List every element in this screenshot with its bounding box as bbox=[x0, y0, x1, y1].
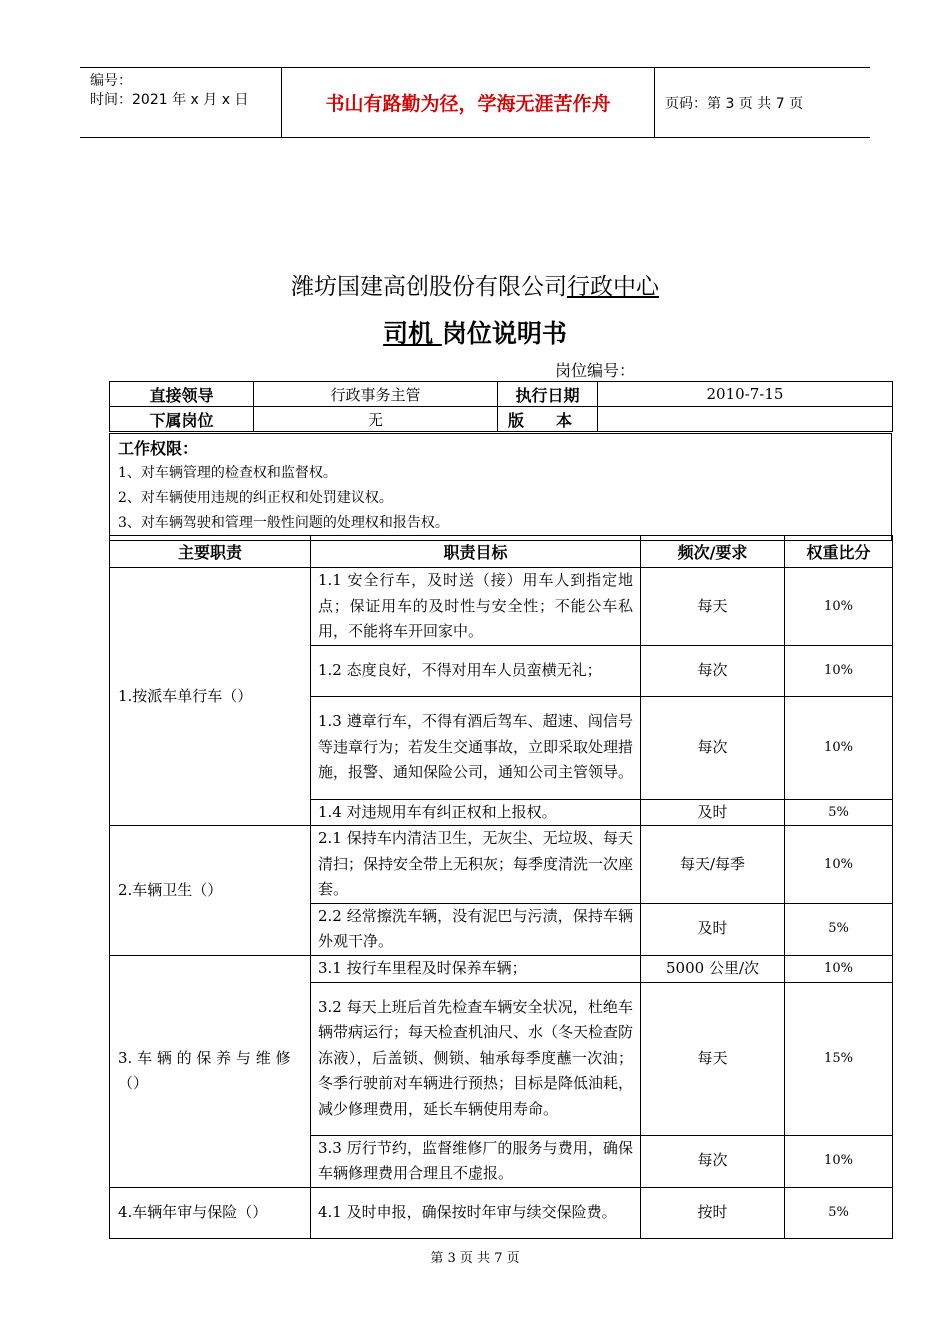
leader-label: 直接领导 bbox=[110, 382, 254, 407]
col-header-duty: 主要职责 bbox=[110, 536, 311, 568]
weight-cell: 10% bbox=[785, 568, 893, 646]
duty-cell: 4.车辆年审与保险（） bbox=[110, 1187, 311, 1238]
authority-item: 2、对车辆使用违规的纠正权和处罚建议权。 bbox=[118, 490, 393, 506]
freq-cell: 每次 bbox=[641, 696, 785, 799]
page-footer: 第 3 页 共 7 页 bbox=[430, 1251, 520, 1266]
table-row bbox=[110, 955, 893, 982]
freq-cell: 每次 bbox=[641, 1135, 785, 1187]
duty-cell: 1.按派车单行车（） bbox=[110, 568, 311, 826]
weight-cell: 10% bbox=[785, 696, 893, 799]
freq-cell: 5000 公里/次 bbox=[641, 955, 785, 982]
freq-cell: 每次 bbox=[641, 645, 785, 696]
duties-header-row bbox=[110, 536, 893, 568]
position-number-label: 岗位编号： bbox=[555, 361, 636, 380]
header-page-label: 页码：第 3 页 共 7 页 bbox=[665, 95, 804, 112]
col-header-goal: 职责目标 bbox=[311, 536, 641, 568]
exec-date-label: 执行日期 bbox=[498, 382, 598, 407]
version-value bbox=[598, 407, 893, 432]
authority-cell bbox=[110, 434, 892, 541]
goal-cell: 3.3 厉行节约，监督维修厂的服务与费用，确保车辆修理费用合理且不虚报。 bbox=[311, 1135, 641, 1187]
authority-item: 1、对车辆管理的检查权和监督权。 bbox=[118, 465, 337, 481]
freq-cell: 按时 bbox=[641, 1187, 785, 1238]
weight-cell: 5% bbox=[785, 1187, 893, 1238]
goal-cell: 2.1 保持车内清洁卫生，无灰尘、无垃圾、每天清扫；保持安全带上无积灰；每季度清洗一次座套。 bbox=[311, 826, 641, 904]
info-table bbox=[109, 381, 893, 432]
goal-cell: 1.4 对违规用车有纠正权和上报权。 bbox=[311, 799, 641, 826]
freq-cell: 每天/每季 bbox=[641, 826, 785, 904]
freq-cell: 及时 bbox=[641, 799, 785, 826]
authority-table bbox=[109, 433, 892, 541]
info-row bbox=[110, 382, 893, 407]
duties-table bbox=[109, 535, 893, 1239]
weight-cell: 10% bbox=[785, 955, 893, 982]
company-name: 潍坊国建高创股份有限公司 bbox=[291, 274, 567, 300]
document-title bbox=[0, 314, 950, 350]
date-label: 时间：2021 年 x 月 x 日 bbox=[90, 92, 249, 108]
col-header-freq: 频次/要求 bbox=[641, 536, 785, 568]
weight-cell: 15% bbox=[785, 982, 893, 1135]
table-row bbox=[110, 1187, 893, 1238]
goal-cell: 2.2 经常擦洗车辆，没有泥巴与污渍，保持车辆外观干净。 bbox=[311, 903, 641, 955]
authority-title: 工作权限： bbox=[118, 439, 199, 458]
header-meta bbox=[80, 68, 281, 137]
goal-cell: 1.3 遵章行车，不得有酒后驾车、超速、闯信号等违章行为；若发生交通事故，立即采取处理措施，报警、通知保险公司，通知公司主管领导。 bbox=[311, 696, 641, 799]
version-label: 版 本 bbox=[498, 407, 598, 432]
goal-cell: 4.1 及时申报，确保按时年审与续交保险费。 bbox=[311, 1187, 641, 1238]
duty-cell: 2.车辆卫生（） bbox=[110, 826, 311, 956]
weight-cell: 10% bbox=[785, 826, 893, 904]
table-row bbox=[110, 826, 893, 904]
goal-cell: 3.2 每天上班后首先检查车辆安全状况，杜绝车辆带病运行；每天检查机油尺、水（冬天检查防冻液），后盖锁、侧锁、轴承每季度蘸一次油；冬季行驶前对车辆进行预热；目标是降低油耗，减少修理费用，延长车辆使用寿命。 bbox=[311, 982, 641, 1135]
authority-item: 3、对车辆驾驶和管理一般性问题的处理权和报告权。 bbox=[118, 515, 449, 531]
table-row bbox=[110, 568, 893, 646]
goal-cell: 1.2 态度良好，不得对用车人员蛮横无礼； bbox=[311, 645, 641, 696]
weight-cell: 5% bbox=[785, 799, 893, 826]
weight-cell: 10% bbox=[785, 645, 893, 696]
page-header bbox=[80, 67, 870, 138]
serial-label: 编号： bbox=[90, 73, 132, 89]
info-row bbox=[110, 407, 893, 432]
col-header-weight: 权重比分 bbox=[785, 536, 893, 568]
header-slogan: 书山有路勤为径，学海无涯苦作舟 bbox=[281, 68, 655, 137]
exec-date-value: 2010-7-15 bbox=[598, 382, 893, 407]
title-doc: 岗位说明书 bbox=[441, 319, 567, 348]
sub-position-label: 下属岗位 bbox=[110, 407, 254, 432]
weight-cell: 5% bbox=[785, 903, 893, 955]
goal-cell: 3.1 按行车里程及时保养车辆； bbox=[311, 955, 641, 982]
company-title bbox=[0, 268, 950, 301]
duty-cell: 3. 车 辆 的 保 养 与 维 修（） bbox=[110, 955, 311, 1187]
freq-cell: 每天 bbox=[641, 982, 785, 1135]
sub-position-value: 无 bbox=[254, 407, 498, 432]
weight-cell: 10% bbox=[785, 1135, 893, 1187]
company-dept: 行政中心 bbox=[567, 274, 659, 300]
freq-cell: 每天 bbox=[641, 568, 785, 646]
freq-cell: 及时 bbox=[641, 903, 785, 955]
goal-cell: 1.1 安全行车，及时送（接）用车人到指定地点；保证用车的及时性与安全性；不能公车私用，不能将车开回家中。 bbox=[311, 568, 641, 646]
title-position: 司机 bbox=[383, 319, 442, 348]
leader-value: 行政事务主管 bbox=[254, 382, 498, 407]
